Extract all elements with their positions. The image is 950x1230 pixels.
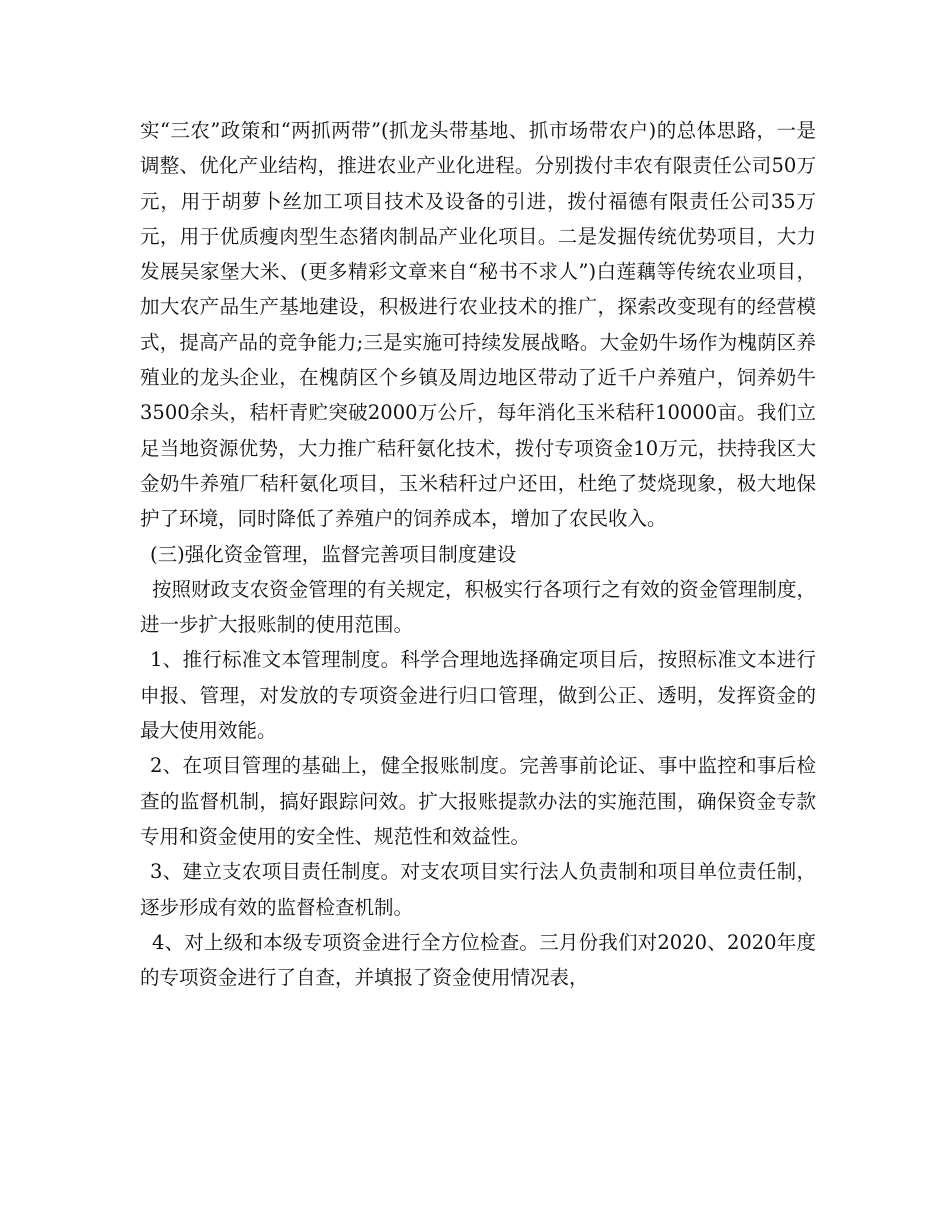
paragraph-agri-projects: 实“三农”政策和“两抓两带”(抓龙头带基地、抓市场带农户)的总体思路，一是调整、优化产业结构，推进农业产业化进程。分别拨付丰农有限责任公司50万元，用于胡萝卜丝加工项目技术及设备的引进，拨付福德有限责任公司35万元，用于优质瘦肉型生态猪肉制品产业化项目。二是发掘传统优势项目，大力发展吴家堡大米、(更多精彩文章来自“秘书不求人”)白莲藕等传统农业项目，加大农产品生产基地建设，积极进行农业技术的推广，探索改变现有的经营模式，提高产品的竞争能力;三是实施可持续发展战略。大金奶牛场作为槐荫区养殖业的龙头企业，在槐荫区个乡镇及周边地区带动了近千户养殖户，饲养奶牛3500余头，秸杆青贮突破2000万公斤，每年消化玉米秸秆10000亩。我们立足当地资源优势，大力推广秸秆氨化技术，拨付专项资金10万元，扶持我区大金奶牛养殖厂秸秆氨化项目，玉米秸秆过户还田，杜绝了焚烧现象，极大地保护了环境，同时降低了养殖户的饲养成本，增加了农民收入。 xyxy=(140,119,816,531)
list-item-inspection: 4、对上级和本级专项资金进行全方位检查。三月份我们对2020、2020年度的专项资金进行了自查，并填报了资金使用情况表， xyxy=(140,930,816,990)
document-body xyxy=(140,113,816,995)
section-heading-fund-management: (三)强化资金管理，监督完善项目制度建设 xyxy=(150,542,517,566)
paragraph-fund-rules: 按照财政支农资金管理的有关规定，积极实行各项行之有效的资金管理制度，进一步扩大报账制的使用范围。 xyxy=(140,577,816,637)
list-item-reimbursement: 2、在项目管理的基础上，健全报账制度。完善事前论证、事中监控和事后检查的监督机制，搞好跟踪问效。扩大报账提款办法的实施范围，确保资金专款专用和资金使用的安全性、规范性和效益性。 xyxy=(140,754,816,848)
list-item-responsibility: 3、建立支农项目责任制度。对支农项目实行法人负责制和项目单位责任制，逐步形成有效的监督检查机制。 xyxy=(140,860,816,919)
list-item-standard-text: 1、推行标准文本管理制度。科学合理地选择确定项目后，按照标准文本进行申报、管理，对发放的专项资金进行归口管理，做到公正、透明，发挥资金的最大使用效能。 xyxy=(140,648,816,743)
